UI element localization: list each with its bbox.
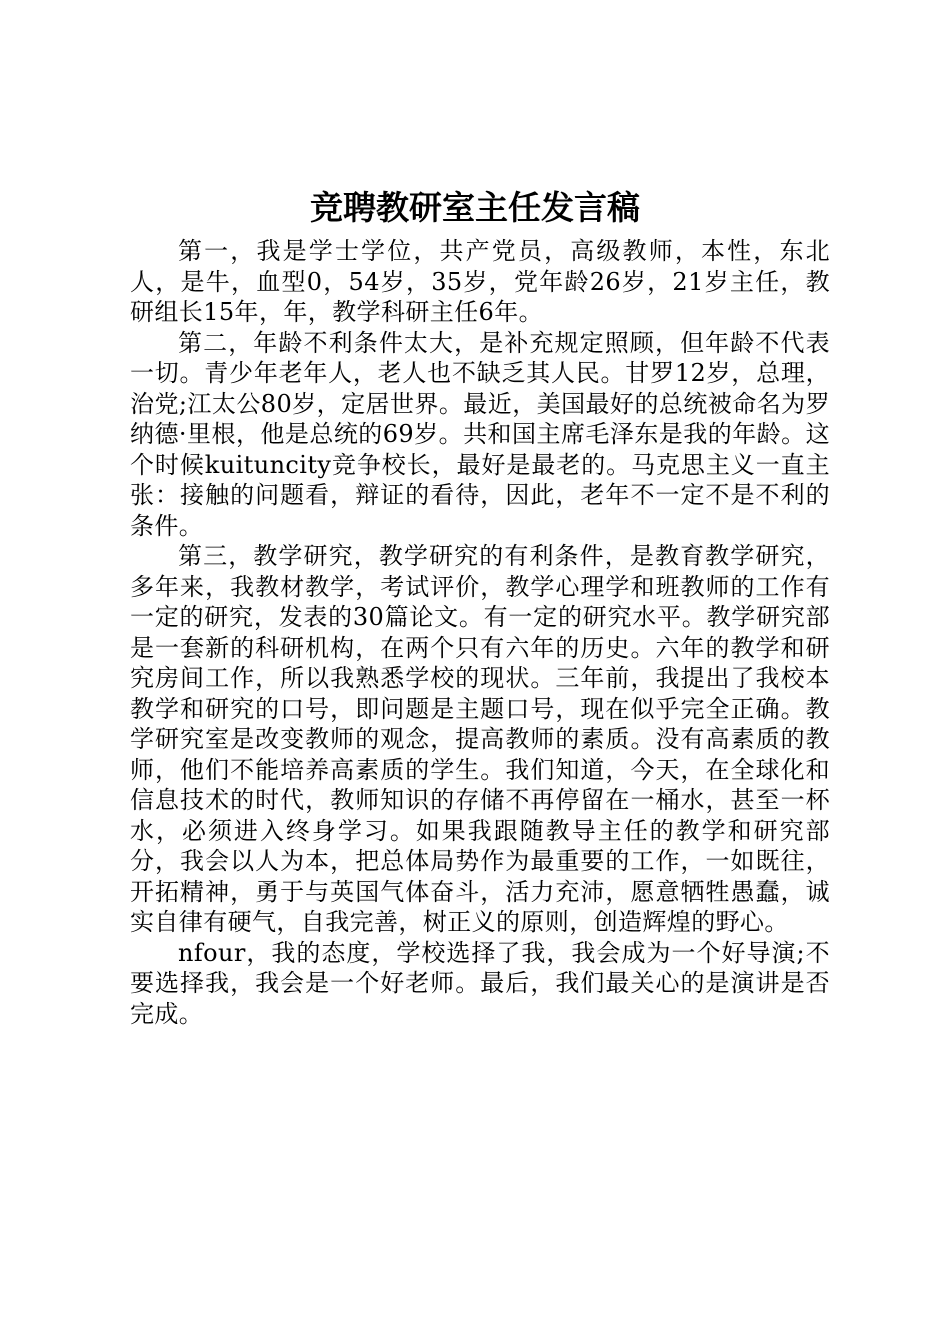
paragraph-4: nfour，我的态度，学校选择了我，我会成为一个好导演;不要选择我，我会是一个好老师。最后，我们最关心的是演讲是否完成。: [130, 938, 830, 1028]
paragraph-3: 第三，教学研究，教学研究的有利条件，是教育教学研究，多年来，我教材教学，考试评价，教学心理学和班教师的工作有一定的研究，发表的30篇论文。有一定的研究水平。教学研究部是一套新的科研机构，在两个只有六年的历史。六年的教学和研究房间工作，所以我熟悉学校的现状。三年前，我提出了我校本教学和研究的口号，即问题是主题口号，现在似乎完全正确。教学研究室是改变教师的观念，提高教师的素质。没有高素质的教师，他们不能培养高素质的学生。我们知道，今天，在全球化和信息技术的时代，教师知识的存储不再停留在一桶水，甚至一杯水，必须进入终身学习。如果我跟随教导主任的教学和研究部分，我会以人为本，把总体局势作为最重要的工作，一如既往，开拓精神，勇于与英国气体奋斗，活力充沛，愿意牺牲愚蠢，诚实自律有硬气，自我完善，树正义的原则，创造辉煌的野心。: [130, 542, 830, 936]
document-title: 竞聘教研室主任发言稿: [310, 188, 640, 227]
paragraph-1: 第一，我是学士学位，共产党员，高级教师，本性，东北人，是牛，血型0，54岁，35岁，党年龄26岁，21岁主任，教研组长15年，年，教学科研主任6年。: [130, 237, 830, 326]
document-body: [130, 236, 830, 1029]
paragraph-2: 第二，年龄不利条件太大，是补充规定照顾，但年龄不代表一切。青少年老年人，老人也不缺乏其人民。甘罗12岁，总理，治党;江太公80岁，定居世界。最近，美国最好的总统被命名为罗纳德·里根，他是总统的69岁。共和国主席毛泽东是我的年龄。这个时候kuituncity竞争校长，最好是最老的。马克思主义一直主张：接触的问题看，辩证的看待，因此，老年不一定不是不利的条件。: [130, 328, 830, 540]
